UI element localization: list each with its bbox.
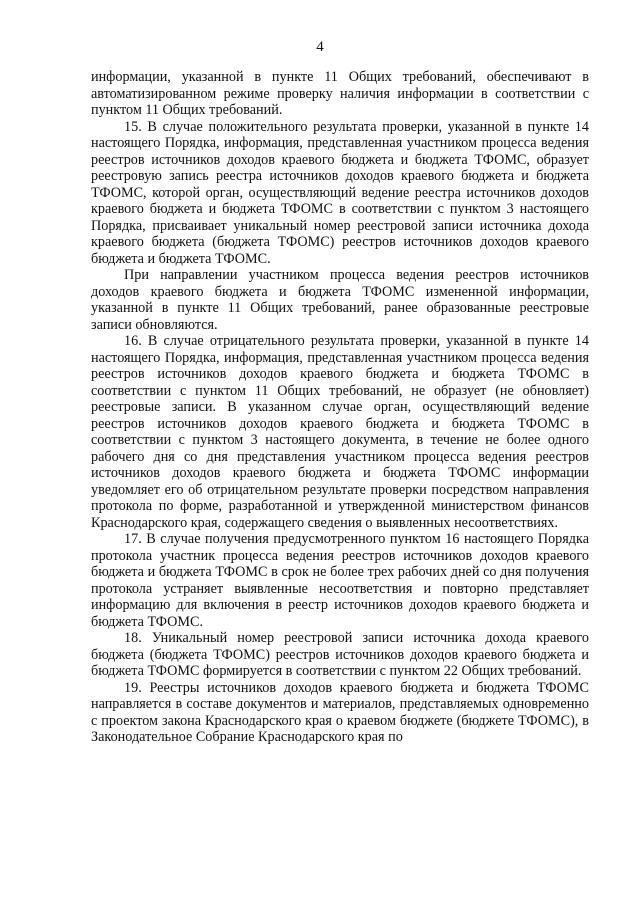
paragraph-16: 16. В случае отрицательного результата проверки, указанной в пункте 14 настоящего Порядка, информация, представленная участником процесса ведения реестров источников доходов краевого бюджета и бюджета ТФОМС в соответствии с пунктом 11 Общих требований, не образует (не обновляет) реестровые записи. В указанном случае орган, осуществляющий ведение реестров источников доходов краевого бюджета и бюджета ТФОМС в соответствии с пунктом 3 настоящего документа, в течение не более одного рабочего дня со дня представления участником процесса ведения реестров источников доходов краевого бюджета и бюджета ТФОМС информации уведомляет его об отрицательном результате проверки посредством направления протокола по форме, разработанной и утвержденной министерством финансов Краснодарского края, содержащего сведения о выявленных несоответствиях. xyxy=(91,333,589,531)
document-body xyxy=(91,69,589,746)
paragraph-15-update: При направлении участником процесса ведения реестров источников доходов краевого бюджета и бюджета ТФОМС измененной информации, указанной в пункте 11 Общих требований, ранее образованные реестровые записи обновляются. xyxy=(91,267,589,333)
paragraph-17: 17. В случае получения предусмотренного пунктом 16 настоящего Порядка протокола участник процесса ведения реестров источников доходов краевого бюджета и бюджета ТФОМС в срок не более трех рабочих дней со дня получения протокола устраняет выявленные несоответствия и повторно представляет информацию для включения в реестр источников доходов краевого бюджета и бюджета ТФОМС. xyxy=(91,531,589,630)
paragraph-19: 19. Реестры источников доходов краевого бюджета и бюджета ТФОМС направляется в составе документов и материалов, представляемых одновременно с проектом закона Краснодарского края о краевом бюджете (бюджете ТФОМС), в Законодательное Собрание Краснодарского края по xyxy=(91,679,589,745)
paragraph-15: 15. В случае положительного результата проверки, указанной в пункте 14 настоящего Порядка, информация, представленная участником процесса ведения реестров источников доходов краевого бюджета и бюджета ТФОМС, образует реестровую запись реестра источников доходов краевого бюджета и бюджета ТФОМС, которой орган, осуществляющий ведение реестра источников доходов краевого бюджета и бюджета ТФОМС в соответствии с пунктом 3 настоящего Порядка, присваивает уникальный номер реестровой записи источника дохода краевого бюджета (бюджета ТФОМС) реестров источников доходов краевого бюджета и бюджета ТФОМС. xyxy=(91,118,589,267)
paragraph-continuation: информации, указанной в пункте 11 Общих требований, обеспечивают в автоматизированном режиме проверку наличия информации в соответствии с пунктом 11 Общих требований. xyxy=(91,69,589,118)
paragraph-18: 18. Уникальный номер реестровой записи источника дохода краевого бюджета (бюджета ТФОМС) реестров источников доходов краевого бюджета и бюджета ТФОМС формируется в соответствии с пунктом 22 Общих требований. xyxy=(91,630,589,679)
page-number: 4 xyxy=(316,39,324,55)
